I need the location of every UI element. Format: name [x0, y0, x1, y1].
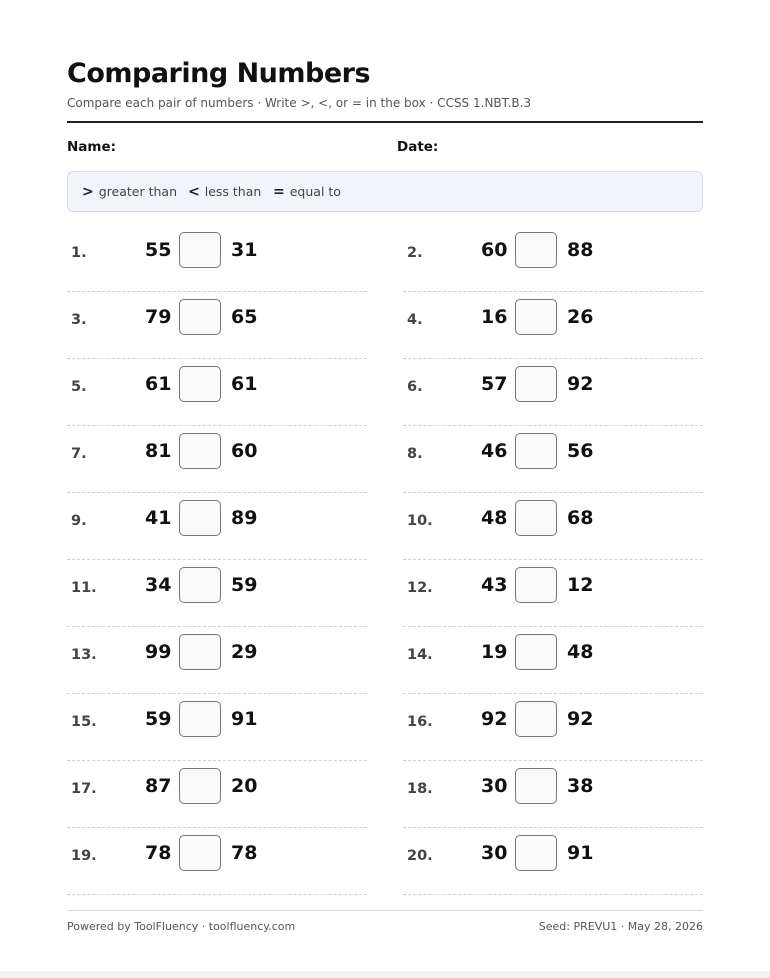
problem-row [403, 425, 703, 493]
problem-row [67, 224, 367, 292]
left-number: 43 [481, 574, 508, 596]
left-number: 61 [145, 373, 172, 395]
problem-row [67, 626, 367, 694]
answer-box[interactable] [515, 232, 557, 268]
problem-number: 4. [407, 312, 423, 328]
problem-number: 8. [407, 446, 423, 462]
problem-number: 14. [407, 647, 433, 663]
problem-number: 16. [407, 714, 433, 730]
legend-item-greater [82, 184, 177, 200]
left-number: 59 [145, 708, 172, 730]
answer-box[interactable] [179, 701, 221, 737]
problem-row [403, 827, 703, 895]
legend-label: less than [204, 184, 262, 199]
problem-number: 19. [71, 848, 97, 864]
answer-box[interactable] [179, 433, 221, 469]
answer-box[interactable] [515, 567, 557, 603]
right-number: 68 [567, 507, 594, 529]
problem-number: 18. [407, 781, 433, 797]
right-number: 38 [567, 775, 594, 797]
header-divider [67, 121, 703, 123]
right-number: 56 [567, 440, 594, 462]
problem-row [403, 291, 703, 359]
problem-number: 11. [71, 580, 97, 596]
problem-number: 9. [71, 513, 87, 529]
problem-number: 5. [71, 379, 87, 395]
problem-number: 12. [407, 580, 433, 596]
answer-box[interactable] [515, 634, 557, 670]
right-number: 31 [231, 239, 258, 261]
problem-number: 6. [407, 379, 423, 395]
answer-box[interactable] [515, 835, 557, 871]
problem-row [67, 358, 367, 426]
legend-label: equal to [289, 184, 341, 199]
answer-box[interactable] [179, 567, 221, 603]
problem-row [67, 425, 367, 493]
worksheet-page [67, 0, 703, 978]
legend-item-equal [273, 184, 341, 200]
problem-row [67, 760, 367, 828]
problem-number: 7. [71, 446, 87, 462]
less-than-symbol: < [188, 184, 200, 200]
equal-to-symbol: = [273, 184, 285, 200]
left-number: 55 [145, 239, 172, 261]
footer-divider [67, 910, 703, 911]
left-number: 34 [145, 574, 172, 596]
right-number: 26 [567, 306, 594, 328]
problem-number: 17. [71, 781, 97, 797]
page-bottom-edge [0, 971, 770, 978]
left-number: 81 [145, 440, 172, 462]
problem-row [403, 492, 703, 560]
problem-number: 10. [407, 513, 433, 529]
answer-box[interactable] [515, 366, 557, 402]
problem-row [403, 760, 703, 828]
left-number: 79 [145, 306, 172, 328]
right-number: 61 [231, 373, 258, 395]
problem-number: 15. [71, 714, 97, 730]
answer-box[interactable] [179, 299, 221, 335]
answer-box[interactable] [179, 835, 221, 871]
answer-box[interactable] [515, 701, 557, 737]
left-number: 78 [145, 842, 172, 864]
problem-row [403, 224, 703, 292]
answer-box[interactable] [179, 634, 221, 670]
problem-number: 1. [71, 245, 87, 261]
problem-row [67, 559, 367, 627]
left-number: 99 [145, 641, 172, 663]
problem-row [403, 626, 703, 694]
left-number: 30 [481, 775, 508, 797]
right-number: 92 [567, 373, 594, 395]
answer-box[interactable] [179, 232, 221, 268]
right-number: 91 [231, 708, 258, 730]
right-number: 59 [231, 574, 258, 596]
right-number: 12 [567, 574, 594, 596]
page-title: Comparing Numbers [67, 58, 371, 89]
problem-number: 13. [71, 647, 97, 663]
name-label: Name: [67, 139, 117, 155]
problem-number: 2. [407, 245, 423, 261]
left-number: 57 [481, 373, 508, 395]
footer-credit: Powered by ToolFluency · toolfluency.com [67, 920, 296, 933]
answer-box[interactable] [179, 366, 221, 402]
date-label: Date: [397, 139, 439, 155]
problem-row [403, 693, 703, 761]
right-number: 48 [567, 641, 594, 663]
answer-box[interactable] [515, 299, 557, 335]
footer-seed: Seed: PREVU1 · May 28, 2026 [538, 920, 703, 933]
right-number: 88 [567, 239, 594, 261]
right-number: 29 [231, 641, 258, 663]
answer-box[interactable] [179, 768, 221, 804]
right-number: 78 [231, 842, 258, 864]
right-number: 60 [231, 440, 258, 462]
right-number: 92 [567, 708, 594, 730]
left-number: 60 [481, 239, 508, 261]
right-number: 91 [567, 842, 594, 864]
answer-box[interactable] [515, 500, 557, 536]
left-number: 41 [145, 507, 172, 529]
answer-box[interactable] [515, 433, 557, 469]
left-number: 87 [145, 775, 172, 797]
symbol-legend [67, 171, 703, 212]
left-number: 92 [481, 708, 508, 730]
problem-row [67, 291, 367, 359]
right-number: 65 [231, 306, 258, 328]
problem-number: 3. [71, 312, 87, 328]
greater-than-symbol: > [82, 184, 94, 200]
problem-row [67, 827, 367, 895]
left-number: 19 [481, 641, 508, 663]
answer-box[interactable] [515, 768, 557, 804]
problem-number: 20. [407, 848, 433, 864]
right-number: 89 [231, 507, 258, 529]
problem-row [67, 693, 367, 761]
left-number: 48 [481, 507, 508, 529]
right-number: 20 [231, 775, 258, 797]
page-subtitle: Compare each pair of numbers · Write >, <, or = in the box · CCSS 1.NBT.B.3 [67, 96, 532, 110]
problem-row [403, 559, 703, 627]
legend-label: greater than [98, 184, 177, 199]
left-number: 30 [481, 842, 508, 864]
problem-row [403, 358, 703, 426]
left-number: 46 [481, 440, 508, 462]
answer-box[interactable] [179, 500, 221, 536]
legend-item-less [188, 184, 261, 200]
left-number: 16 [481, 306, 508, 328]
problem-row [67, 492, 367, 560]
